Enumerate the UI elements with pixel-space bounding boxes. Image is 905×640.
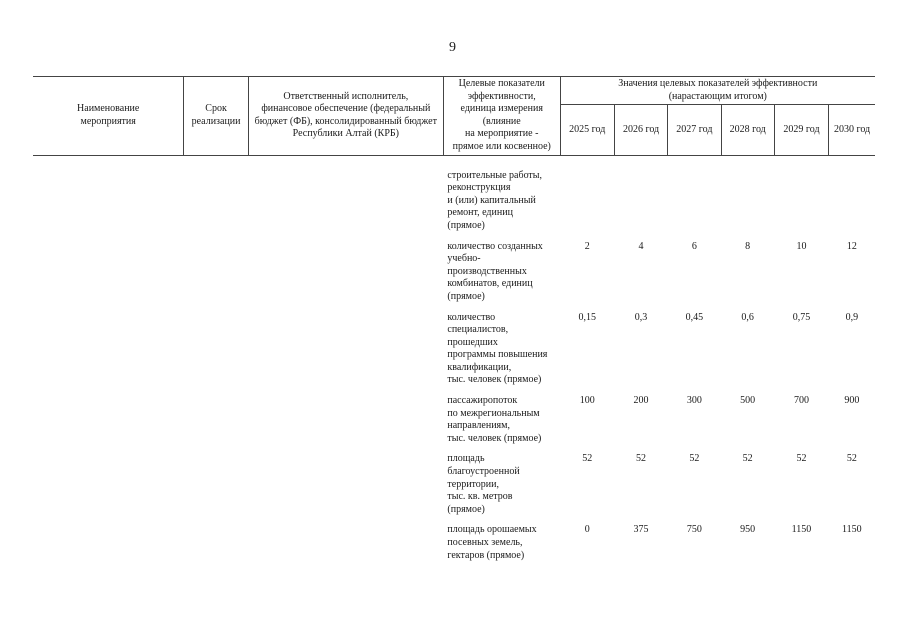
value-cell: 200 (633, 395, 649, 407)
header-year: 2026 год (614, 105, 667, 155)
header-executor (248, 77, 443, 156)
indicators-table (33, 76, 875, 570)
empty-cell (184, 453, 248, 524)
empty-cell (248, 524, 443, 570)
indicator-cell: строительные работы, реконструкция и (или) капитальный ремонт, единиц (прямое) (447, 169, 543, 231)
table-row (33, 453, 875, 524)
table-row (33, 395, 875, 453)
value-cell: 700 (793, 395, 809, 407)
table-row (33, 155, 875, 240)
header-year: 2028 год (721, 105, 774, 155)
value-cell: 950 (740, 524, 756, 536)
value-cell: 52 (582, 453, 593, 465)
value-cell: 100 (579, 395, 595, 407)
empty-cell (33, 155, 184, 240)
empty-cell (184, 312, 248, 396)
value-cell: 375 (633, 524, 649, 536)
value-cell: 52 (796, 453, 807, 465)
header-year: 2027 год (668, 105, 721, 155)
indicator-cell: площадь орошаемых посевных земель, гектаров (прямое) (447, 524, 537, 561)
value-cell: 0,45 (685, 311, 704, 323)
value-cell (721, 155, 774, 240)
empty-cell (248, 395, 443, 453)
table-row (33, 524, 875, 570)
value-cell: 10 (796, 240, 807, 252)
table-row (33, 241, 875, 312)
indicator-cell: площадь благоустроенной территории, тыс. кв. метров (прямое) (447, 453, 520, 515)
header-executor-text: Ответственный исполнитель, финансовое обеспечение (федеральный бюджет (ФБ), консолидированный бюджет Республики Алтай (КРБ) (254, 90, 437, 140)
value-cell: 500 (740, 395, 756, 407)
indicator-cell: пассажиропоток по межрегиональным направлениям, тыс. человек (прямое) (447, 395, 542, 444)
empty-cell (33, 395, 184, 453)
header-measure-name (33, 77, 184, 156)
table-row (33, 312, 875, 396)
value-cell (829, 155, 875, 240)
empty-cell (33, 453, 184, 524)
value-cell: 900 (844, 395, 860, 407)
header-indicators (443, 77, 560, 156)
value-cell: 1150 (842, 524, 862, 536)
value-cell: 52 (846, 453, 857, 465)
header-indicators-text: Целевые показатели эффективности, единица измерения (влияние на мероприятие - прямое или косвенное) (452, 78, 551, 152)
value-cell: 300 (686, 395, 702, 407)
empty-cell (184, 241, 248, 312)
empty-cell (33, 312, 184, 396)
header-period-text: Срок реализации (191, 103, 241, 127)
indicator-cell: количество созданных учебно- производственных комбинатов, единиц (прямое) (447, 240, 543, 302)
empty-cell (33, 241, 184, 312)
empty-cell (248, 241, 443, 312)
empty-cell (248, 155, 443, 240)
table-body (33, 155, 875, 570)
value-cell: 6 (691, 240, 697, 252)
header-year: 2025 год (560, 105, 614, 155)
empty-cell (248, 312, 443, 396)
value-cell (560, 155, 614, 240)
value-cell: 0,9 (845, 311, 859, 323)
value-cell: 1150 (791, 524, 812, 536)
value-cell: 0,3 (634, 311, 648, 323)
header-values-group-text: Значения целевых показателей эффективности (нарастающим итогом) (618, 78, 818, 102)
header-values-group (560, 77, 875, 105)
empty-cell (184, 395, 248, 453)
value-cell: 0,6 (741, 311, 754, 323)
value-cell: 52 (636, 453, 647, 465)
value-cell: 0,15 (578, 311, 596, 323)
value-cell: 750 (686, 524, 702, 536)
header-year: 2030 год (829, 105, 875, 155)
value-cell (668, 155, 721, 240)
header-measure-name-text: Наименование мероприятия (77, 103, 140, 127)
page-number: 9 (449, 40, 456, 55)
value-cell: 2 (584, 240, 590, 252)
header-period (184, 77, 248, 156)
value-cell: 0,75 (792, 311, 811, 323)
indicator-cell: количество специалистов, прошедших программы повышения квалификации, тыс. человек (прямое) (447, 311, 548, 386)
empty-cell (184, 155, 248, 240)
empty-cell (33, 524, 184, 570)
value-cell: 4 (638, 240, 644, 252)
value-cell: 52 (689, 453, 700, 465)
empty-cell (184, 524, 248, 570)
value-cell: 8 (745, 240, 751, 252)
header-year: 2029 год (774, 105, 828, 155)
empty-cell (248, 453, 443, 524)
value-cell (614, 155, 667, 240)
value-cell: 12 (846, 240, 857, 252)
value-cell: 52 (742, 453, 753, 465)
value-cell: 0 (584, 524, 590, 536)
value-cell (774, 155, 828, 240)
